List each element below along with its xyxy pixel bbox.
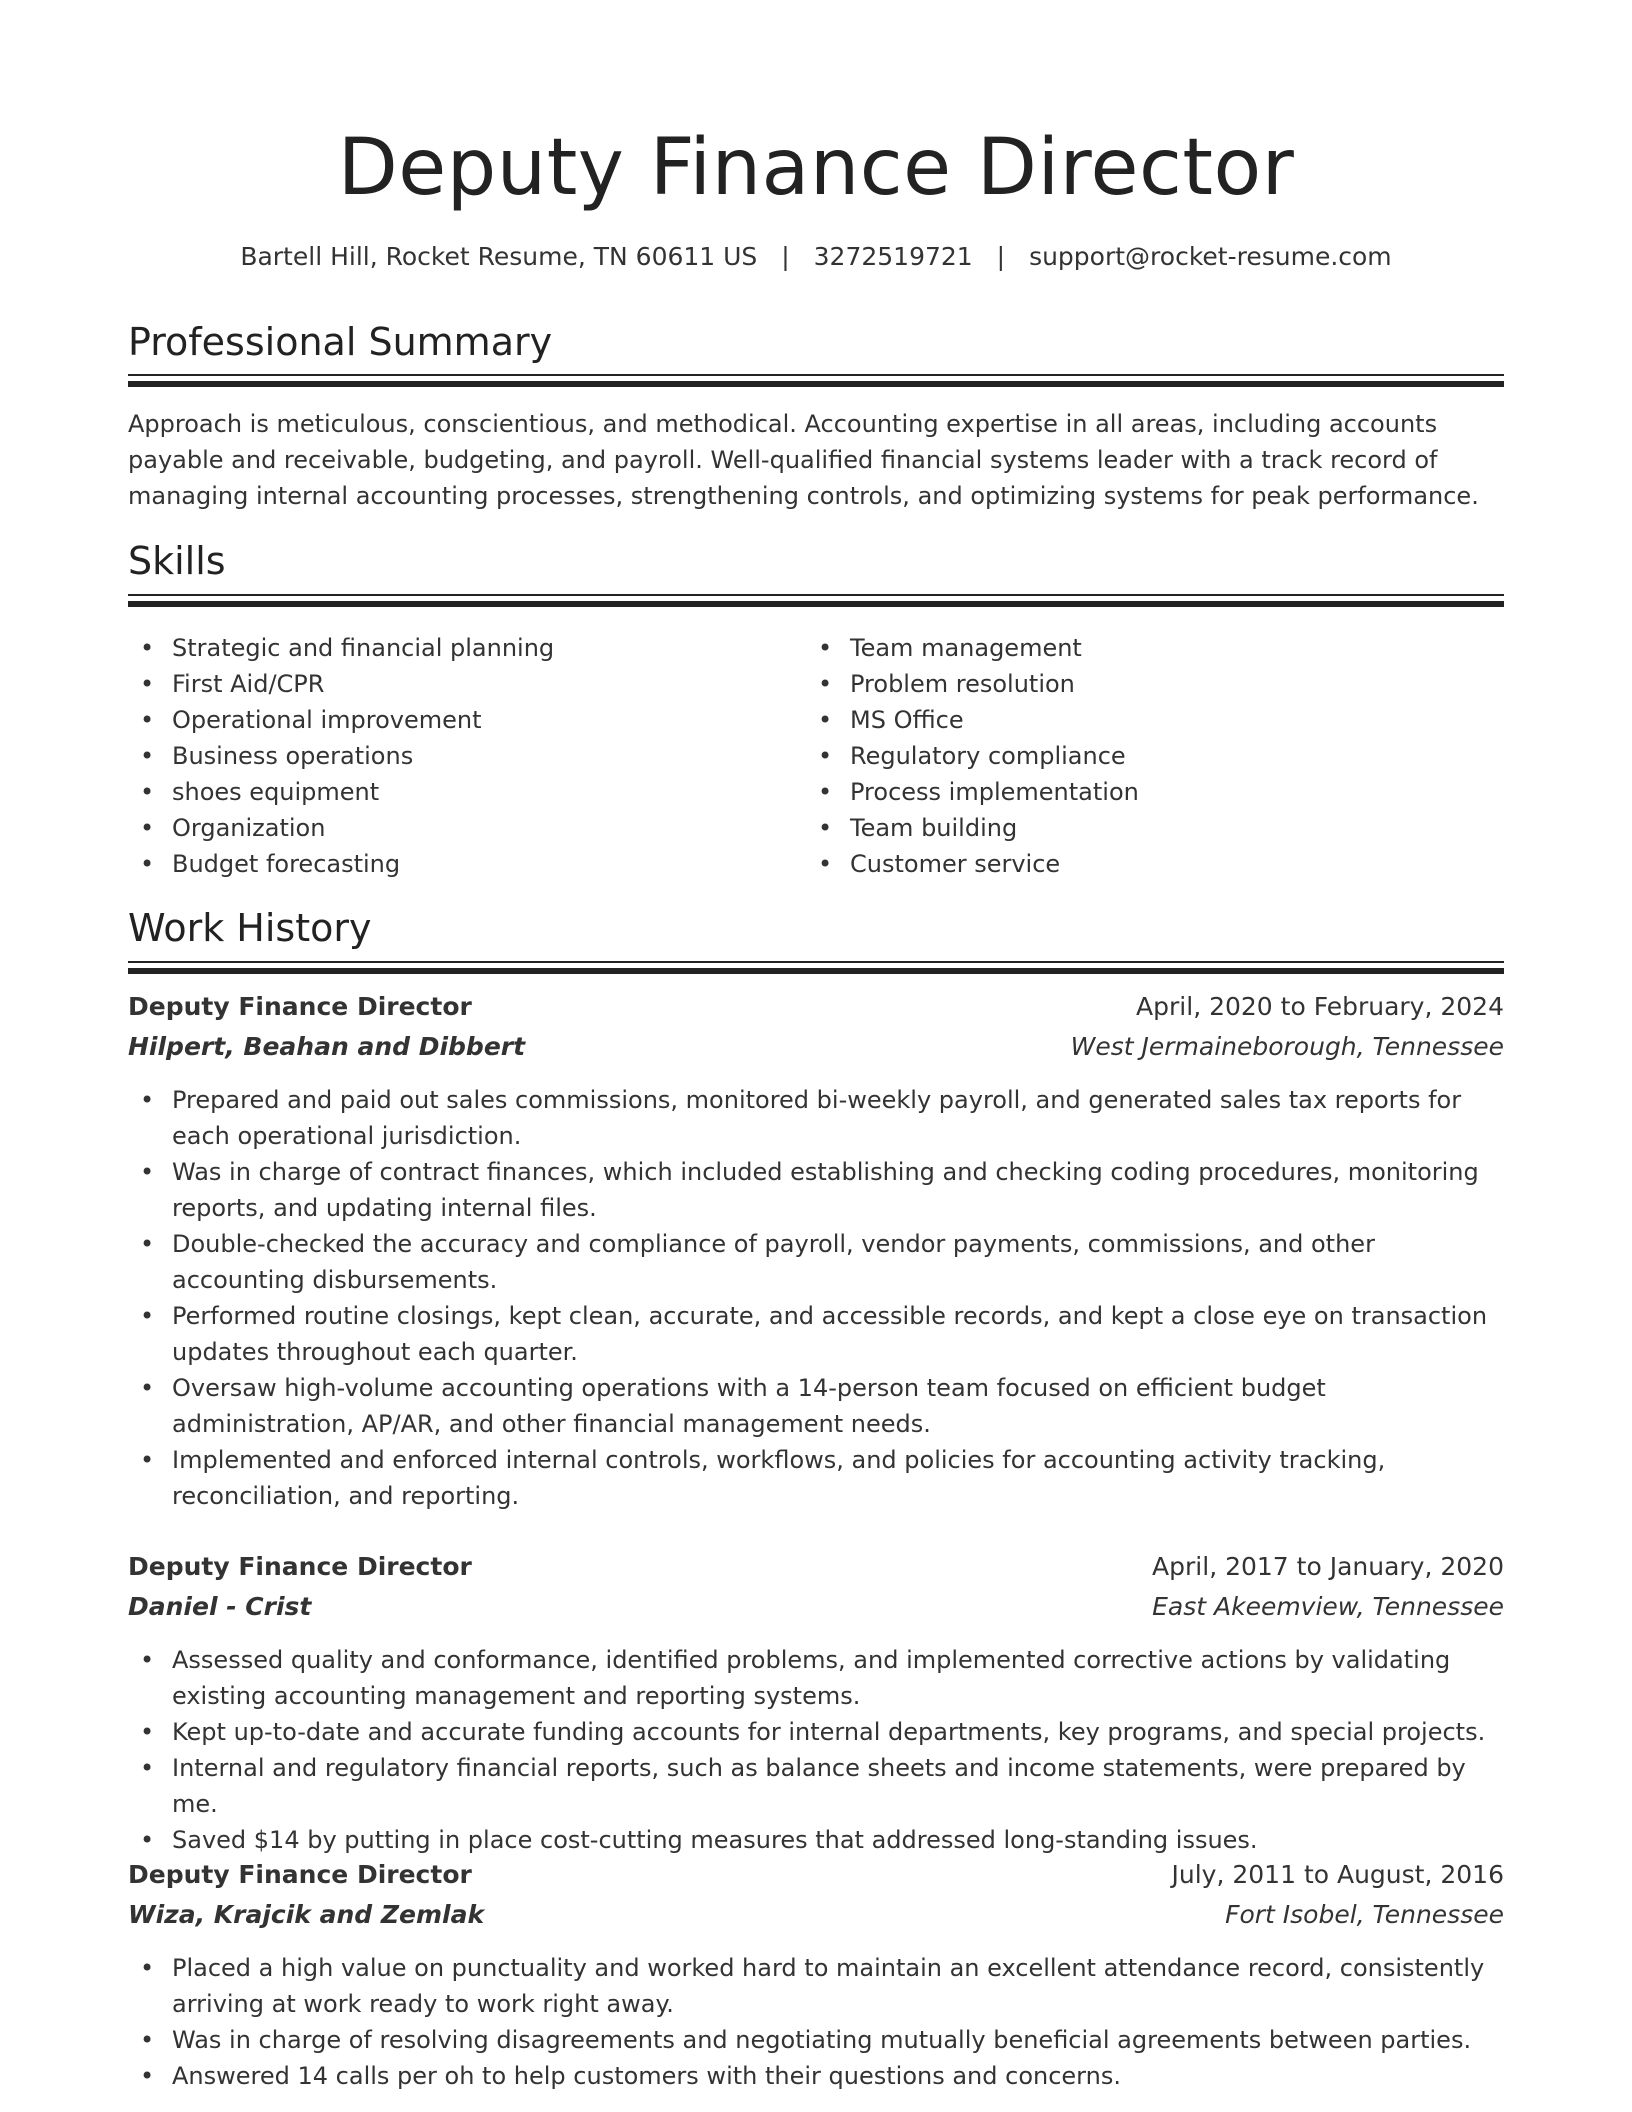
job-bullet: • Double-checked the accuracy and compliance of payroll, vendor payments, commissions, and other accounting disbursements. bbox=[128, 1226, 1504, 1298]
job-bullets bbox=[128, 1642, 1504, 1858]
job-title: Deputy Finance Director bbox=[128, 1552, 472, 1581]
job-location: West Jermaineborough, Tennessee bbox=[1070, 1032, 1504, 1061]
job-entry bbox=[128, 992, 1504, 1514]
job-entry bbox=[128, 1860, 1504, 2094]
skill-item: • Team building bbox=[806, 810, 1446, 846]
job-bullet: • Placed a high value on punctuality and worked hard to maintain an excellent attendance record, consistently arriving at work ready to work right away. bbox=[128, 1950, 1504, 2022]
contact-phone: 3272519721 bbox=[813, 242, 973, 271]
contact-line bbox=[128, 240, 1504, 274]
skill-item: • Team management bbox=[806, 630, 1446, 666]
job-bullet: • Oversaw high-volume accounting operations with a 14-person team focused on efficient budget administration, AP/AR, and other financial management needs. bbox=[128, 1370, 1504, 1442]
job-bullet: • Answered 14 calls per oh to help customers with their questions and concerns. bbox=[128, 2058, 1504, 2094]
skill-item: • Customer service bbox=[806, 846, 1446, 882]
contact-separator: | bbox=[781, 242, 790, 271]
skills-heading: Skills bbox=[128, 539, 226, 583]
job-entry bbox=[128, 1552, 1504, 1858]
skill-item: • First Aid/CPR bbox=[128, 666, 768, 702]
job-bullets bbox=[128, 1082, 1504, 1514]
job-location: East Akeemview, Tennessee bbox=[1152, 1592, 1504, 1621]
job-bullet: • Was in charge of resolving disagreements and negotiating mutually beneficial agreements between parties. bbox=[128, 2022, 1504, 2058]
job-title: Deputy Finance Director bbox=[128, 992, 472, 1021]
job-company: Daniel - Crist bbox=[128, 1592, 312, 1621]
skill-item: • Business operations bbox=[128, 738, 768, 774]
job-bullet: • Internal and regulatory financial reports, such as balance sheets and income statements, were prepared by me. bbox=[128, 1750, 1504, 1822]
summary-rule bbox=[128, 374, 1504, 387]
work-rule bbox=[128, 961, 1504, 974]
job-bullet: • Kept up-to-date and accurate funding accounts for internal departments, key programs, and special projects. bbox=[128, 1714, 1504, 1750]
skill-item: • Strategic and financial planning bbox=[128, 630, 768, 666]
work-heading: Work History bbox=[128, 906, 372, 950]
job-dates: July, 2011 to August, 2016 bbox=[1171, 1860, 1504, 1889]
skill-item: • Regulatory compliance bbox=[806, 738, 1446, 774]
contact-email: support@rocket-resume.com bbox=[1029, 242, 1392, 271]
skills-list-right bbox=[806, 630, 1446, 882]
job-bullets bbox=[128, 1950, 1504, 2094]
contact-separator: | bbox=[996, 242, 1006, 271]
job-bullet: • Assessed quality and conformance, identified problems, and implemented corrective actions by validating existing accounting management and reporting systems. bbox=[128, 1642, 1504, 1714]
job-dates: April, 2017 to January, 2020 bbox=[1152, 1552, 1504, 1581]
skill-item: • Problem resolution bbox=[806, 666, 1446, 702]
job-bullet: • Prepared and paid out sales commissions, monitored bi-weekly payroll, and generated sales tax reports for each operational jurisdiction. bbox=[128, 1082, 1504, 1154]
job-location: Fort Isobel, Tennessee bbox=[1225, 1900, 1504, 1929]
skill-item: • Organization bbox=[128, 810, 768, 846]
skill-item: • Budget forecasting bbox=[128, 846, 768, 882]
skill-item: • MS Office bbox=[806, 702, 1446, 738]
job-bullet: • Performed routine closings, kept clean, accurate, and accessible records, and kept a close eye on transaction updates throughout each quarter. bbox=[128, 1298, 1504, 1370]
job-bullet: • Saved $14 by putting in place cost-cutting measures that addressed long-standing issues. bbox=[128, 1822, 1504, 1858]
resume-name: Deputy Finance Director bbox=[337, 123, 1295, 213]
skills-rule bbox=[128, 594, 1504, 607]
job-dates: April, 2020 to February, 2024 bbox=[1136, 992, 1504, 1021]
contact-address: Bartell Hill, Rocket Resume, TN 60611 US bbox=[240, 242, 758, 271]
skill-item: • shoes equipment bbox=[128, 774, 768, 810]
job-company: Wiza, Krajcik and Zemlak bbox=[128, 1900, 485, 1929]
job-title: Deputy Finance Director bbox=[128, 1860, 472, 1889]
skill-item: • Operational improvement bbox=[128, 702, 768, 738]
job-bullet: • Was in charge of contract finances, which included establishing and checking coding procedures, monitoring reports, and updating internal files. bbox=[128, 1154, 1504, 1226]
summary-text: Approach is meticulous, conscientious, and methodical. Accounting expertise in all areas, including accounts payable and receivable, budgeting, and payroll. Well-qualified financial systems leader with a track record of managing internal accounting processes, strengthening controls, and optimizing systems for peak performance. bbox=[128, 410, 1479, 510]
job-company: Hilpert, Beahan and Dibbert bbox=[128, 1032, 526, 1061]
summary-heading: Professional Summary bbox=[128, 320, 553, 364]
skills-list-left bbox=[128, 630, 768, 882]
job-bullet: • Implemented and enforced internal controls, workflows, and policies for accounting activity tracking, reconciliation, and reporting. bbox=[128, 1442, 1504, 1514]
skill-item: • Process implementation bbox=[806, 774, 1446, 810]
